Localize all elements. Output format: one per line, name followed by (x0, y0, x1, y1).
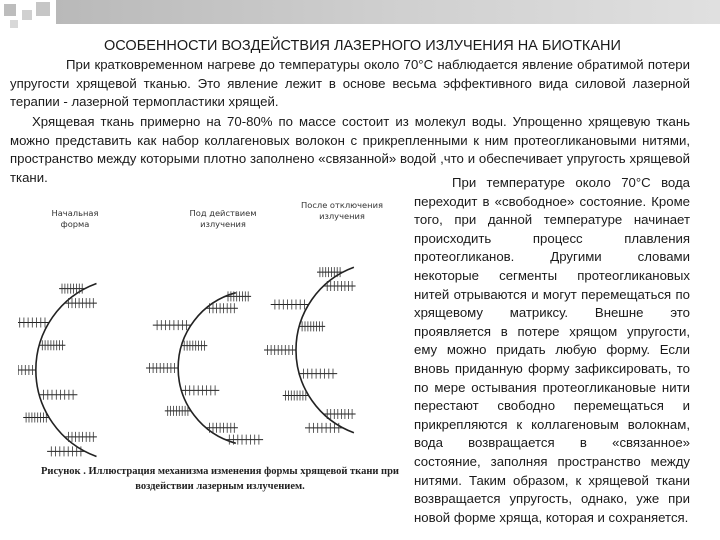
decor-square (10, 20, 18, 28)
collagen-fiber (36, 284, 97, 457)
cartilage-diagram (18, 190, 410, 510)
label-after-irradiation: После отключения излучения (301, 200, 383, 221)
slide-title: ОСОБЕННОСТИ ВОЗДЕЙСТВИЯ ЛАЗЕРНОГО ИЗЛУЧЕНИЯ НА БИОТКАНИ (104, 38, 621, 54)
paragraph-intro: При кратковременном нагреве до температуры около 70°С наблюдается явление обратимой потери упругости хрящевой тканью. Это явление лежит в основе весьма эффективного вида силовой лазерной терапии - лазерной термопластики хрящей. (10, 57, 690, 110)
figure-caption: Рисунок . Иллюстрация механизма изменения формы хрящевой ткани при воздействии лазерным излучением. (41, 466, 399, 492)
label-initial-form: Начальная форма (51, 208, 99, 229)
slide-header-decoration (0, 0, 720, 26)
decor-square (22, 10, 32, 20)
decor-square (4, 4, 16, 16)
paragraph-composition: Хрящевая ткань примерно на 70-80% по массе состоит из молекул воды. Упрощенно хрящевую ткань можно представить как набор коллагеновых волокон с прикрепленными к ним протеогликановыми нитями, пространство между которыми плотно заполнено «связанной» водой ,что и обеспечивает упругость хрящевой ткани. (10, 114, 690, 185)
paragraph-mechanism: При температуре около 70°С вода переходит в «свободное» состояние. Кроме того, при данной температуре начинает происходить процесс плавления протеогликанов. Другими словами некоторые сегменты протеогликановых нитей отрываются и могут перемещаться по хрящевому матриксу. Внешне это проявляется в потере хрящом упругости, ему можно придать любую форму. Если вновь приданную форму зафиксировать, то по мере остывания протеогликановые нити перестают свободно перемещаться и прикрепляются к коллагеновым волокнам, вода возвращается в «связанное» состояние, заполняя пространство между нитями. Таким образом, к хрящевой ткани возвращается упругость, однако, уже при новой форме хряща, которая и сохраняется. (414, 175, 690, 525)
decor-square (36, 2, 50, 16)
collagen-fiber (178, 293, 236, 444)
label-during-irradiation: Под действием излучения (189, 208, 257, 229)
collagen-fiber (296, 267, 354, 432)
header-band (56, 0, 720, 24)
figure-illustration (18, 190, 410, 510)
